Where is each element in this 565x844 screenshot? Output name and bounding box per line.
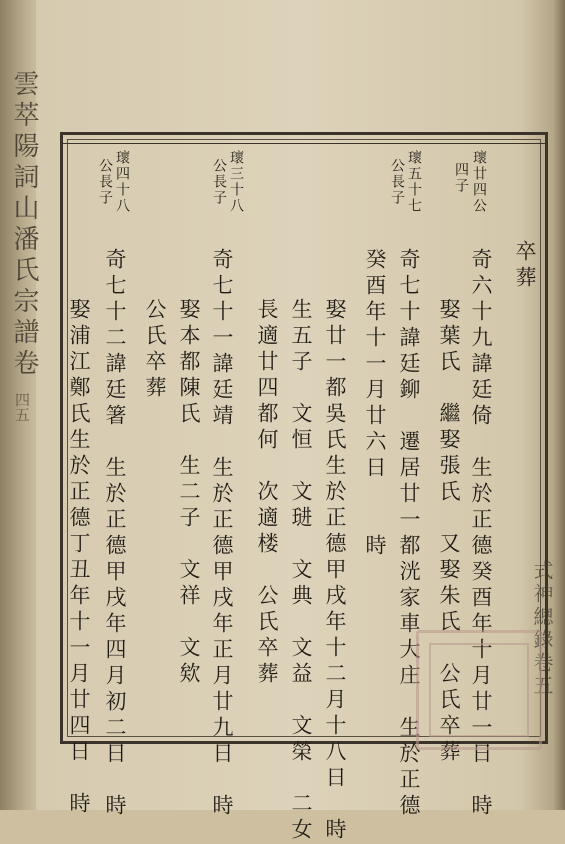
header-rule [60,143,548,144]
spine-title: 雲萃陽詞山潘氏宗譜卷 [9,70,39,380]
note-column: 瓌五十七 [406,150,422,214]
red-seal-stamp [416,630,542,750]
text-column: 長適廿四都何 次適楼 公氏卒葬 [255,298,279,688]
note-column: 瓌四十八 [114,150,130,214]
text-column: 娶葉氏 繼娶張氏 又娶朱氏 公氏卒葬 [437,298,461,766]
text-column: 公氏卒葬 [143,298,167,402]
text-column: 生五子 文恒 文琎 文典 文益 文榮 二女 [289,298,313,844]
text-column: 癸酉年十一月廿六日 時 [363,248,387,560]
text-column: 娶浦江鄭氏生於正德丁丑年十一月廿四日 時 [67,298,91,818]
text-column: 奇七十諱廷鉚 遷居廿一都洸家車大庄 生於正德 [397,248,421,820]
spine-page-number: 四五 [13,392,31,422]
text-column: 娶本都陳氏 生二子 文祥 文欸 [177,298,201,688]
note-line-suffix: 公 [471,198,487,214]
note-column [470,150,488,214]
note-column: 公長子 [389,158,405,206]
text-column: 奇七十二諱廷箸 生於正德甲戌年四月初二日 時 [103,248,127,820]
text-column: 娶廿一都吳氏生於正德甲戌年十二月十八日 時 [323,298,347,844]
page-edge-label: 式神總錄卷五 [530,560,554,698]
note-column: 公長子 [211,158,227,206]
note-line-1: 瓌廿四 [471,150,487,198]
note-column: 四子 [453,162,469,194]
note-column: 瓌三十八 [228,150,244,214]
text-column: 卒葬 [513,240,537,292]
note-column: 公長子 [97,158,113,206]
text-column: 奇六十九諱廷倚 生於正德癸酉年十月廿一日 時 [469,248,493,820]
text-column: 奇七十一諱廷靖 生於正德甲戌年正月廿九日 時 [210,248,234,820]
book-spine-edge [0,0,39,810]
